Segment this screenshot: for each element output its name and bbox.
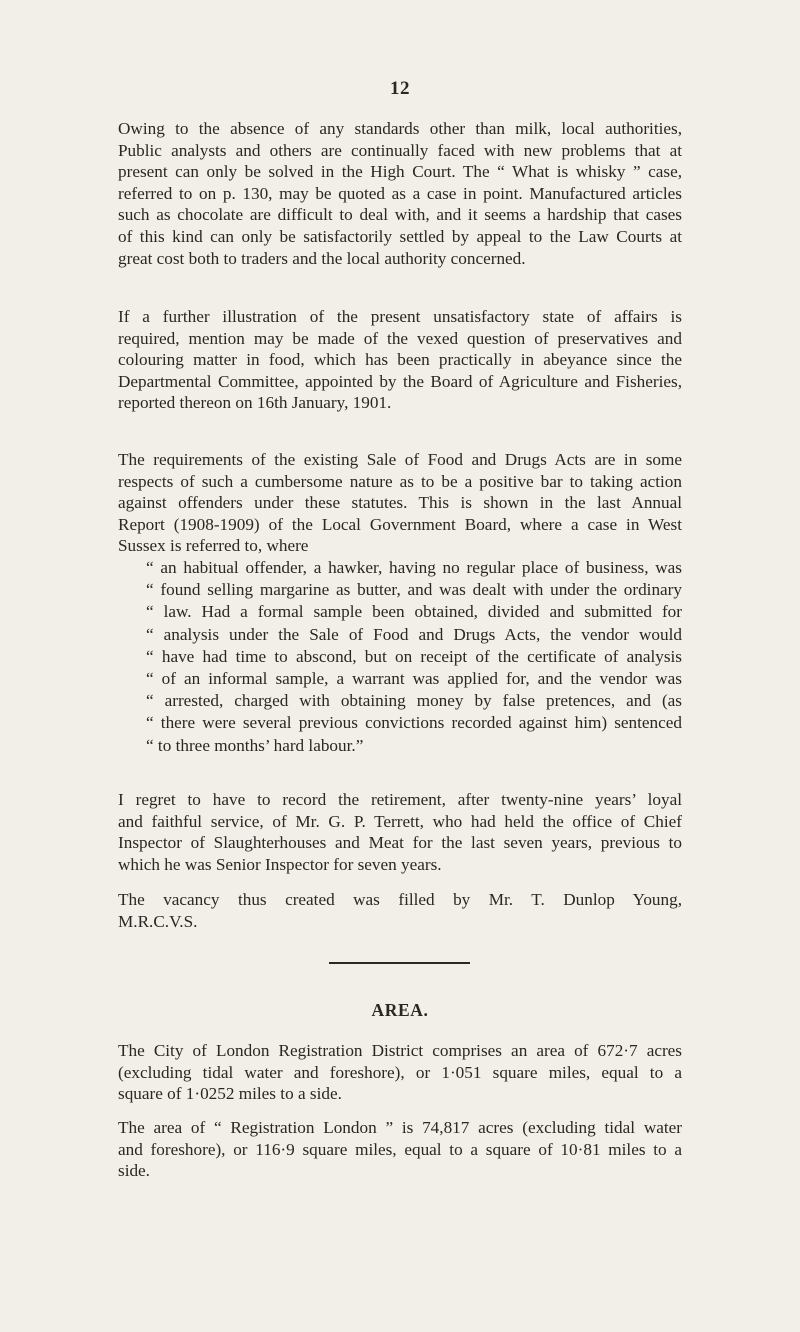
- text-line: great cost both to traders and the local authority concerned.: [118, 248, 526, 268]
- quote-line: “ an habitual offender, a hawker, having no regular place of business, was: [146, 558, 682, 577]
- text-line: (excluding tidal water and foreshore), or 1·051 square miles, equal to a: [118, 1062, 682, 1082]
- text-line: respects of such a cumbersome nature as to be a positive bar to taking action: [118, 471, 682, 491]
- text-line: present can only be solved in the High Court. The “ What is whisky ” case,: [118, 162, 682, 182]
- text-line: reported thereon on 16th January, 1901.: [118, 393, 392, 413]
- text-line: The requirements of the existing Sale of Food and Drugs Acts are in some: [118, 450, 682, 469]
- page-number: 12: [390, 78, 410, 99]
- text-line: required, mention may be made of the vexed question of preservatives and: [118, 328, 682, 348]
- text-line: If a further illustration of the present unsatisfactory state of affairs is: [118, 307, 682, 326]
- text-line: The City of London Registration District comprises an area of 672·7 acres: [118, 1041, 682, 1060]
- text-line: Sussex is referred to, where: [118, 536, 309, 556]
- paragraph-city-area: [118, 1040, 682, 1105]
- quote-line: “ have had time to abscond, but on receipt of the certificate of analysis: [146, 646, 682, 666]
- text-line: Public analysts and others are continually faced with new problems that at: [118, 140, 682, 160]
- text-line: against offenders under these statutes. This is shown in the last Annual: [118, 493, 682, 513]
- quote-line: “ to three months’ hard labour.”: [146, 735, 364, 755]
- paragraph-standards: [118, 118, 682, 269]
- text-line: side.: [118, 1161, 150, 1181]
- text-line: of this kind can only be satisfactorily settled by appeal to the Law Courts at: [118, 226, 682, 246]
- paragraph-registration-london-area: [118, 1117, 682, 1182]
- text-line: such as chocolate are difficult to deal with, and it seems a hardship that cases: [118, 205, 682, 225]
- text-line: and foreshore), or 116·9 square miles, equal to a square of 10·81 miles to a: [118, 1139, 682, 1159]
- paragraph-preservatives: [118, 306, 682, 414]
- quote-line: “ law. Had a formal sample been obtained, divided and submitted for: [146, 602, 682, 622]
- text-line: Report (1908-1909) of the Local Government Board, where a case in West: [118, 514, 682, 534]
- quote-line: “ arrested, charged with obtaining money by false pretences, and (as: [146, 691, 682, 711]
- quote-line: “ of an informal sample, a warrant was applied for, and the vendor was: [146, 669, 682, 689]
- section-heading-area: AREA.: [371, 1000, 429, 1020]
- paragraph-retirement: [118, 789, 682, 875]
- text-line: referred to on p. 130, may be quoted as a case in point. Manufactured articles: [118, 183, 682, 203]
- text-line: Departmental Committee, appointed by the Board of Agriculture and Fisheries,: [118, 371, 682, 391]
- text-line: M.R.C.V.S.: [118, 911, 198, 931]
- text-line: The vacancy thus created was filled by Mr. T. Dunlop Young,: [118, 890, 682, 909]
- text-line: colouring matter in food, which has been practically in abeyance since the: [118, 350, 682, 370]
- text-line: Inspector of Slaughterhouses and Meat for the last seven years, previous to: [118, 833, 682, 853]
- quote-line: “ found selling margarine as butter, and was dealt with under the ordinary: [146, 580, 682, 600]
- text-line: Owing to the absence of any standards other than milk, local authorities,: [118, 119, 682, 138]
- paragraph-vacancy: [118, 889, 682, 932]
- quote-line: “ there were several previous convictions recorded against him) sentenced: [146, 713, 682, 733]
- text-line: I regret to have to record the retirement, after twenty-nine years’ loyal: [118, 790, 682, 809]
- text-line: The area of “ Registration London ” is 74,817 acres (excluding tidal water: [118, 1118, 682, 1137]
- text-line: square of 1·0252 miles to a side.: [118, 1084, 342, 1104]
- quote-line: “ analysis under the Sale of Food and Drugs Acts, the vendor would: [146, 624, 682, 644]
- text-line: and faithful service, of Mr. G. P. Terrett, who had held the office of Chief: [118, 811, 682, 831]
- text-line: which he was Senior Inspector for seven years.: [118, 854, 442, 874]
- paragraph-requirements: [118, 449, 682, 557]
- section-divider: [329, 962, 470, 964]
- block-quote: [146, 557, 682, 757]
